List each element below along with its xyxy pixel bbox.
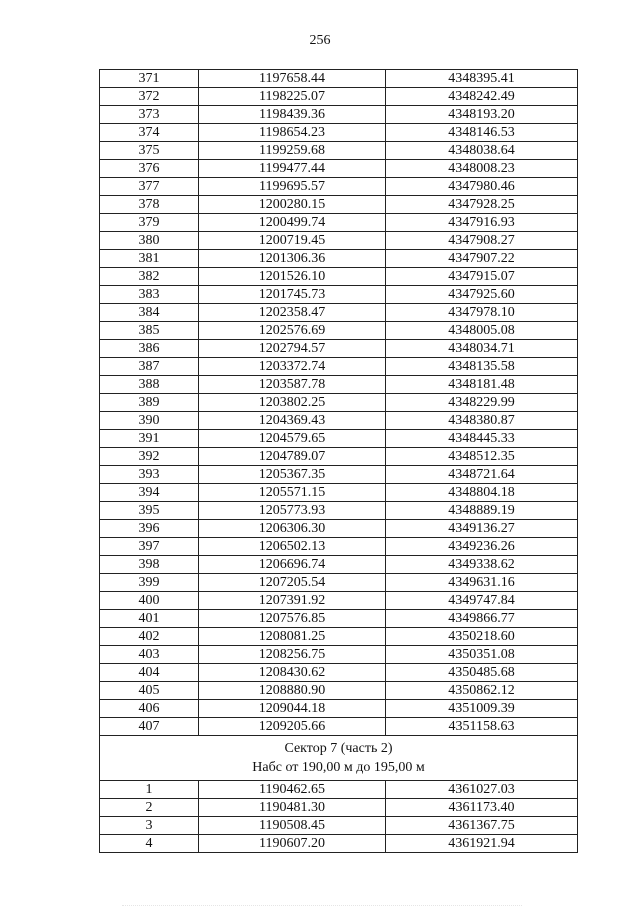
table-row: [100, 718, 578, 736]
point-number-cell: 405: [100, 682, 199, 700]
point-number-cell: 371: [100, 70, 199, 88]
table-row: [100, 646, 578, 664]
y-coordinate-cell: 4349236.26: [386, 538, 578, 556]
point-number-cell: 372: [100, 88, 199, 106]
x-coordinate-cell: 1202794.57: [199, 340, 386, 358]
x-coordinate-cell: 1190462.65: [199, 781, 386, 799]
scan-speck-line: [122, 905, 522, 907]
x-coordinate-cell: 1206306.30: [199, 520, 386, 538]
y-coordinate-cell: 4348804.18: [386, 484, 578, 502]
y-coordinate-cell: 4361921.94: [386, 835, 578, 853]
y-coordinate-cell: 4347928.25: [386, 196, 578, 214]
y-coordinate-cell: 4349631.16: [386, 574, 578, 592]
point-number-cell: 373: [100, 106, 199, 124]
x-coordinate-cell: 1203587.78: [199, 376, 386, 394]
point-number-cell: 383: [100, 286, 199, 304]
y-coordinate-cell: 4348242.49: [386, 88, 578, 106]
x-coordinate-cell: 1190607.20: [199, 835, 386, 853]
sector-subtitle: Набс от 190,00 м до 195,00 м: [252, 760, 425, 775]
page-number: 256: [309, 33, 331, 48]
table-row: [100, 214, 578, 232]
table-row: [100, 358, 578, 376]
table-row: [100, 817, 578, 835]
y-coordinate-cell: 4347916.93: [386, 214, 578, 232]
table-row: [100, 799, 578, 817]
table-row: [100, 430, 578, 448]
y-coordinate-cell: 4348181.48: [386, 376, 578, 394]
x-coordinate-cell: 1201306.36: [199, 250, 386, 268]
y-coordinate-cell: 4347978.10: [386, 304, 578, 322]
table-row: [100, 574, 578, 592]
x-coordinate-cell: 1208880.90: [199, 682, 386, 700]
table-row: [100, 250, 578, 268]
x-coordinate-cell: 1208256.75: [199, 646, 386, 664]
table-row: [100, 781, 578, 799]
y-coordinate-cell: 4347908.27: [386, 232, 578, 250]
sector-title: Сектор 7 (часть 2): [284, 741, 393, 756]
point-number-cell: 403: [100, 646, 199, 664]
y-coordinate-cell: 4348721.64: [386, 466, 578, 484]
y-coordinate-cell: 4348229.99: [386, 394, 578, 412]
y-coordinate-cell: 4348038.64: [386, 142, 578, 160]
table-row: [100, 268, 578, 286]
y-coordinate-cell: 4348034.71: [386, 340, 578, 358]
x-coordinate-cell: 1190481.30: [199, 799, 386, 817]
y-coordinate-cell: 4347915.07: [386, 268, 578, 286]
table-row: [100, 232, 578, 250]
point-number-cell: 386: [100, 340, 199, 358]
point-number-cell: 398: [100, 556, 199, 574]
x-coordinate-cell: 1208081.25: [199, 628, 386, 646]
x-coordinate-cell: 1201745.73: [199, 286, 386, 304]
table-row: [100, 376, 578, 394]
point-number-cell: 382: [100, 268, 199, 286]
point-number-cell: 4: [100, 835, 199, 853]
table-row: [100, 592, 578, 610]
y-coordinate-cell: 4349338.62: [386, 556, 578, 574]
x-coordinate-cell: 1201526.10: [199, 268, 386, 286]
x-coordinate-cell: 1200280.15: [199, 196, 386, 214]
point-number-cell: 406: [100, 700, 199, 718]
sector-caption-row: [100, 736, 578, 781]
x-coordinate-cell: 1209044.18: [199, 700, 386, 718]
y-coordinate-cell: 4348008.23: [386, 160, 578, 178]
point-number-cell: 394: [100, 484, 199, 502]
point-number-cell: 377: [100, 178, 199, 196]
y-coordinate-cell: 4347907.22: [386, 250, 578, 268]
point-number-cell: 380: [100, 232, 199, 250]
y-coordinate-cell: 4348146.53: [386, 124, 578, 142]
table-row: [100, 502, 578, 520]
table-row: [100, 682, 578, 700]
x-coordinate-cell: 1198654.23: [199, 124, 386, 142]
point-number-cell: 395: [100, 502, 199, 520]
x-coordinate-cell: 1190508.45: [199, 817, 386, 835]
y-coordinate-cell: 4349866.77: [386, 610, 578, 628]
point-number-cell: 393: [100, 466, 199, 484]
y-coordinate-cell: 4351009.39: [386, 700, 578, 718]
point-number-cell: 385: [100, 322, 199, 340]
y-coordinate-cell: 4348005.08: [386, 322, 578, 340]
table-row: [100, 322, 578, 340]
point-number-cell: 378: [100, 196, 199, 214]
x-coordinate-cell: 1207576.85: [199, 610, 386, 628]
y-coordinate-cell: 4349747.84: [386, 592, 578, 610]
x-coordinate-cell: 1207205.54: [199, 574, 386, 592]
point-number-cell: 384: [100, 304, 199, 322]
table-row: [100, 106, 578, 124]
table-row: [100, 178, 578, 196]
table-row: [100, 664, 578, 682]
table-row: [100, 700, 578, 718]
x-coordinate-cell: 1204579.65: [199, 430, 386, 448]
y-coordinate-cell: 4348445.33: [386, 430, 578, 448]
table-row: [100, 394, 578, 412]
x-coordinate-cell: 1199259.68: [199, 142, 386, 160]
coordinates-table-part1: [100, 70, 578, 736]
sector-caption: [100, 736, 578, 781]
x-coordinate-cell: 1202576.69: [199, 322, 386, 340]
x-coordinate-cell: 1197658.44: [199, 70, 386, 88]
table-row: [100, 196, 578, 214]
point-number-cell: 396: [100, 520, 199, 538]
x-coordinate-cell: 1199477.44: [199, 160, 386, 178]
y-coordinate-cell: 4348135.58: [386, 358, 578, 376]
y-coordinate-cell: 4361173.40: [386, 799, 578, 817]
y-coordinate-cell: 4348395.41: [386, 70, 578, 88]
x-coordinate-cell: 1206696.74: [199, 556, 386, 574]
table-row: [100, 124, 578, 142]
y-coordinate-cell: 4350485.68: [386, 664, 578, 682]
point-number-cell: 397: [100, 538, 199, 556]
x-coordinate-cell: 1205367.35: [199, 466, 386, 484]
x-coordinate-cell: 1203372.74: [199, 358, 386, 376]
point-number-cell: 404: [100, 664, 199, 682]
table-row: [100, 412, 578, 430]
x-coordinate-cell: 1198439.36: [199, 106, 386, 124]
point-number-cell: 400: [100, 592, 199, 610]
x-coordinate-cell: 1200719.45: [199, 232, 386, 250]
y-coordinate-cell: 4361367.75: [386, 817, 578, 835]
table-row: [100, 538, 578, 556]
y-coordinate-cell: 4348512.35: [386, 448, 578, 466]
point-number-cell: 389: [100, 394, 199, 412]
point-number-cell: 387: [100, 358, 199, 376]
x-coordinate-cell: 1202358.47: [199, 304, 386, 322]
table-row: [100, 340, 578, 358]
x-coordinate-cell: 1208430.62: [199, 664, 386, 682]
y-coordinate-cell: 4347980.46: [386, 178, 578, 196]
x-coordinate-cell: 1203802.25: [199, 394, 386, 412]
table-row: [100, 628, 578, 646]
table-row: [100, 448, 578, 466]
point-number-cell: 390: [100, 412, 199, 430]
point-number-cell: 3: [100, 817, 199, 835]
y-coordinate-cell: 4350351.08: [386, 646, 578, 664]
point-number-cell: 374: [100, 124, 199, 142]
y-coordinate-cell: 4361027.03: [386, 781, 578, 799]
point-number-cell: 2: [100, 799, 199, 817]
point-number-cell: 375: [100, 142, 199, 160]
x-coordinate-cell: 1207391.92: [199, 592, 386, 610]
point-number-cell: 1: [100, 781, 199, 799]
point-number-cell: 392: [100, 448, 199, 466]
table-row: [100, 556, 578, 574]
x-coordinate-cell: 1205571.15: [199, 484, 386, 502]
y-coordinate-cell: 4349136.27: [386, 520, 578, 538]
y-coordinate-cell: 4351158.63: [386, 718, 578, 736]
point-number-cell: 401: [100, 610, 199, 628]
point-number-cell: 379: [100, 214, 199, 232]
x-coordinate-cell: 1204789.07: [199, 448, 386, 466]
point-number-cell: 402: [100, 628, 199, 646]
point-number-cell: 407: [100, 718, 199, 736]
table-row: [100, 286, 578, 304]
coordinates-table: [99, 69, 578, 853]
y-coordinate-cell: 4348380.87: [386, 412, 578, 430]
y-coordinate-cell: 4348889.19: [386, 502, 578, 520]
y-coordinate-cell: 4350862.12: [386, 682, 578, 700]
table-row: [100, 484, 578, 502]
table-row: [100, 160, 578, 178]
x-coordinate-cell: 1200499.74: [199, 214, 386, 232]
table-row: [100, 520, 578, 538]
y-coordinate-cell: 4350218.60: [386, 628, 578, 646]
x-coordinate-cell: 1209205.66: [199, 718, 386, 736]
table-row: [100, 610, 578, 628]
point-number-cell: 388: [100, 376, 199, 394]
table-row: [100, 835, 578, 853]
point-number-cell: 391: [100, 430, 199, 448]
x-coordinate-cell: 1206502.13: [199, 538, 386, 556]
y-coordinate-cell: 4347925.60: [386, 286, 578, 304]
table-row: [100, 466, 578, 484]
point-number-cell: 381: [100, 250, 199, 268]
point-number-cell: 376: [100, 160, 199, 178]
x-coordinate-cell: 1204369.43: [199, 412, 386, 430]
coordinates-table-part2: [100, 781, 578, 853]
y-coordinate-cell: 4348193.20: [386, 106, 578, 124]
table-row: [100, 70, 578, 88]
sector-caption-section: [100, 736, 578, 781]
x-coordinate-cell: 1205773.93: [199, 502, 386, 520]
point-number-cell: 399: [100, 574, 199, 592]
table-row: [100, 304, 578, 322]
x-coordinate-cell: 1199695.57: [199, 178, 386, 196]
table-row: [100, 142, 578, 160]
x-coordinate-cell: 1198225.07: [199, 88, 386, 106]
table-row: [100, 88, 578, 106]
